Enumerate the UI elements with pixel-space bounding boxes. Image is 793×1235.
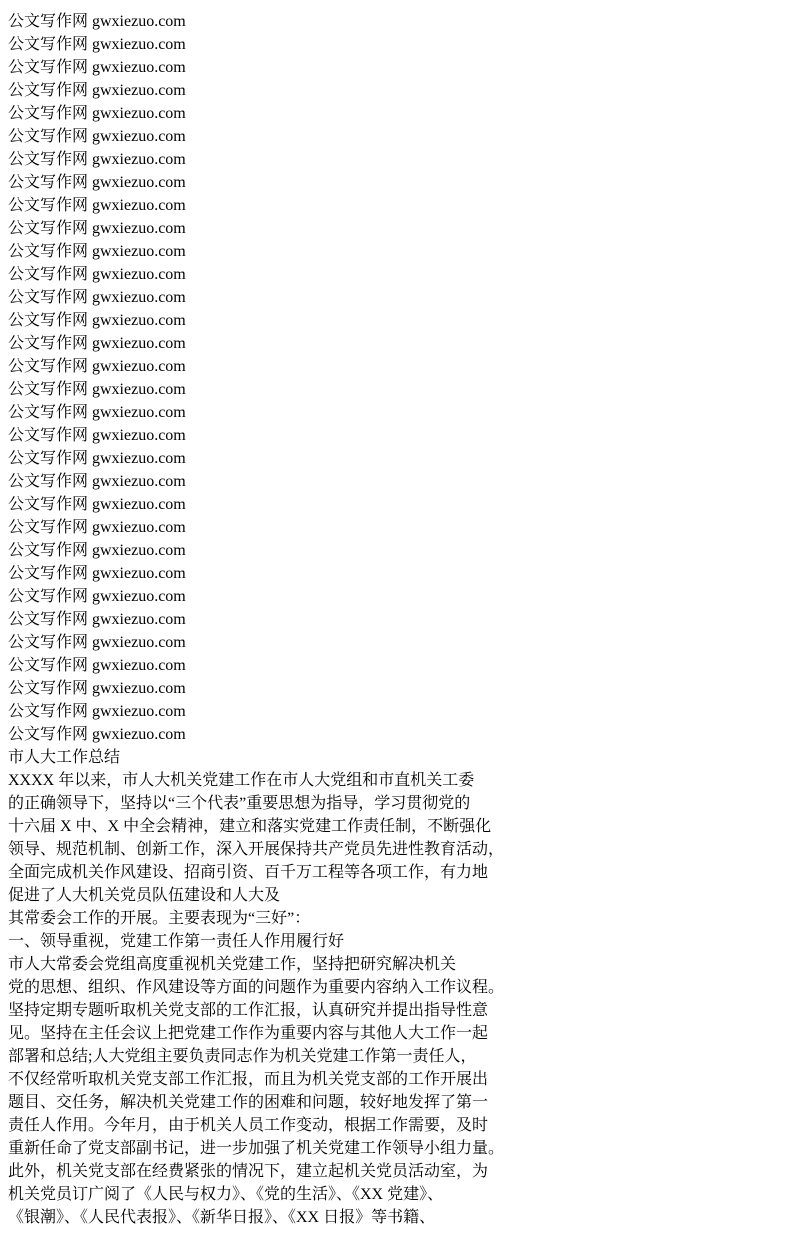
body-line: 全面完成机关作风建设、招商引资、百千万工程等各项工作，有力地 [8, 864, 489, 881]
watermark-text: 公文写作网 gwxiezuo.com [8, 13, 186, 30]
watermark-text: 公文写作网 gwxiezuo.com [8, 611, 186, 628]
document-content [8, 744, 785, 1227]
watermark-text: 公文写作网 gwxiezuo.com [8, 519, 186, 536]
watermark-text: 公文写作网 gwxiezuo.com [8, 312, 186, 329]
watermark-text: 公文写作网 gwxiezuo.com [8, 680, 186, 697]
document-title: 市人大工作总结 [8, 749, 121, 766]
body-line: 不仅经常听取机关党支部工作汇报，而且为机关党支部的工作开展出 [8, 1071, 489, 1088]
watermark-text: 公文写作网 gwxiezuo.com [8, 105, 186, 122]
watermark-text: 公文写作网 gwxiezuo.com [8, 128, 186, 145]
watermark-text: 公文写作网 gwxiezuo.com [8, 542, 186, 559]
body-line: 坚持定期专题听取机关党支部的工作汇报，认真研究并提出指导性意 [8, 1002, 489, 1019]
watermark-text: 公文写作网 gwxiezuo.com [8, 657, 186, 674]
watermark-text: 公文写作网 gwxiezuo.com [8, 82, 186, 99]
body-line: 题目、交任务，解决机关党建工作的困难和问题，较好地发挥了第一 [8, 1094, 489, 1111]
watermark-text: 公文写作网 gwxiezuo.com [8, 381, 186, 398]
watermark-text: 公文写作网 gwxiezuo.com [8, 36, 186, 53]
watermark-text: 公文写作网 gwxiezuo.com [8, 450, 186, 467]
body-line: 其常委会工作的开展。主要表现为“三好”： [8, 910, 311, 927]
watermark-text: 公文写作网 gwxiezuo.com [8, 174, 186, 191]
watermark-text: 公文写作网 gwxiezuo.com [8, 634, 186, 651]
watermark-text: 公文写作网 gwxiezuo.com [8, 726, 186, 743]
watermark-text: 公文写作网 gwxiezuo.com [8, 565, 186, 582]
body-line: 此外，机关党支部在经费紧张的情况下，建立起机关党员活动室，为 [8, 1163, 489, 1180]
document-body [8, 767, 785, 1227]
body-line: 十六届 X 中、X 中全会精神，建立和落实党建工作责任制，不断强化 [8, 818, 492, 835]
watermark-text: 公文写作网 gwxiezuo.com [8, 197, 186, 214]
body-line: 机关党员订广阅了《人民与权力》、《党的生活》、《XX 党建》、 [8, 1186, 444, 1203]
body-line: 责任人作用。今年月，由于机关人员工作变动，根据工作需要，及时 [8, 1117, 489, 1134]
watermark-text: 公文写作网 gwxiezuo.com [8, 404, 186, 421]
watermark-text: 公文写作网 gwxiezuo.com [8, 266, 186, 283]
body-line: 的正确领导下，坚持以“三个代表”重要思想为指导，学习贯彻党的 [8, 795, 471, 812]
body-line: 领导、规范机制、创新工作，深入开展保持共产党员先进性教育活动， [8, 841, 505, 858]
body-line: 党的思想、组织、作风建设等方面的问题作为重要内容纳入工作议程。 [8, 979, 505, 996]
watermark-text: 公文写作网 gwxiezuo.com [8, 473, 186, 490]
body-line: 《银潮》、《人民代表报》、《新华日报》、《XX 日报》等书籍、 [8, 1209, 436, 1226]
watermark-text: 公文写作网 gwxiezuo.com [8, 220, 186, 237]
watermark-layer [8, 8, 785, 744]
body-line: XXXX 年以来，市人大机关党建工作在市人大党组和市直机关工委 [8, 772, 475, 789]
body-line: 促进了人大机关党员队伍建设和人大及 [8, 887, 281, 904]
watermark-text: 公文写作网 gwxiezuo.com [8, 703, 186, 720]
watermark-text: 公文写作网 gwxiezuo.com [8, 289, 186, 306]
watermark-text: 公文写作网 gwxiezuo.com [8, 151, 186, 168]
watermark-text: 公文写作网 gwxiezuo.com [8, 427, 186, 444]
watermark-text: 公文写作网 gwxiezuo.com [8, 588, 186, 605]
watermark-text: 公文写作网 gwxiezuo.com [8, 335, 186, 352]
watermark-text: 公文写作网 gwxiezuo.com [8, 358, 186, 375]
document-page [8, 8, 785, 1227]
watermark-text: 公文写作网 gwxiezuo.com [8, 59, 186, 76]
body-line: 见。坚持在主任会议上把党建工作作为重要内容与其他人大工作一起 [8, 1025, 489, 1042]
watermark-text: 公文写作网 gwxiezuo.com [8, 496, 186, 513]
body-line: 重新任命了党支部副书记，进一步加强了机关党建工作领导小组力量。 [8, 1140, 505, 1157]
section-heading: 一、领导重视，党建工作第一责任人作用履行好 [8, 933, 345, 950]
watermark-text: 公文写作网 gwxiezuo.com [8, 243, 186, 260]
body-line: 市人大常委会党组高度重视机关党建工作，坚持把研究解决机关 [8, 956, 457, 973]
body-line: 部署和总结;人大党组主要负责同志作为机关党建工作第一责任人， [8, 1048, 477, 1065]
